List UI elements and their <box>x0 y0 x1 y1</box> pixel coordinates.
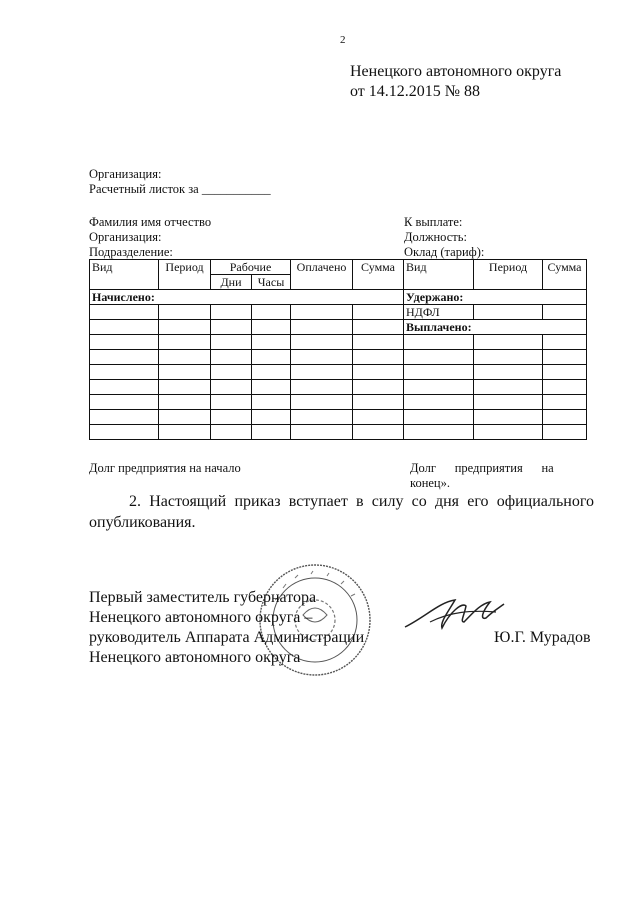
table-row <box>90 410 587 425</box>
ndfl-label: НДФЛ <box>404 305 474 320</box>
col-summa: Сумма <box>353 260 404 290</box>
table-header-row <box>90 260 587 275</box>
field-to-pay: К выплате: <box>404 215 463 229</box>
col-summa-right: Сумма <box>543 260 587 290</box>
field-position: Должность: <box>404 230 467 244</box>
withheld-label: Удержано: <box>404 290 587 305</box>
signature-line-4: Ненецкого автономного округа <box>89 649 301 666</box>
col-period-right: Период <box>474 260 543 290</box>
signature-block <box>89 588 364 668</box>
accrued-label: Начислено: <box>90 290 404 305</box>
col-vid: Вид <box>90 260 159 290</box>
debt-end-label-line1: Долг предприятия на <box>410 461 554 475</box>
table-row <box>90 365 587 380</box>
debt-start-label: Долг предприятия на начало <box>89 461 241 475</box>
debt-end-label-line2: конец». <box>410 476 450 490</box>
col-period: Период <box>159 260 211 290</box>
field-subdivision: Подразделение: <box>89 245 173 259</box>
table-row <box>90 425 587 440</box>
col-vid-right: Вид <box>404 260 474 290</box>
table-row <box>90 335 587 350</box>
page-number: 2 <box>340 34 346 46</box>
order-paragraph <box>89 491 594 533</box>
signatory-name: Ю.Г. Мурадов <box>494 629 591 646</box>
payslip-label: Расчетный листок за ___________ <box>89 182 271 196</box>
table-row <box>90 350 587 365</box>
signature-line-1: Первый заместитель губернатора <box>89 589 317 606</box>
signature-line-3: руководитель Аппарата Администрации <box>89 629 365 646</box>
order-paragraph-text: 2. Настоящий приказ вступает в силу со дня его официального опубликования. <box>89 493 594 531</box>
organization-label: Организация: <box>89 167 162 181</box>
table-row <box>90 395 587 410</box>
field-fio: Фамилия имя отчество <box>89 215 212 229</box>
table-row <box>90 380 587 395</box>
col-chasy: Часы <box>252 275 291 290</box>
col-rabochie: Рабочие <box>211 260 291 275</box>
field-organization: Организация: <box>89 230 162 244</box>
table-row <box>90 290 587 305</box>
col-dni: Дни <box>211 275 252 290</box>
table-row <box>90 320 587 335</box>
payslip-table <box>89 259 587 440</box>
signature-line-2: Ненецкого автономного округа – <box>89 609 313 626</box>
col-oplacheno: Оплачено <box>291 260 353 290</box>
paid-label: Выплачено: <box>404 320 587 335</box>
table-row <box>90 305 587 320</box>
header-line-2: от 14.12.2015 № 88 <box>350 83 481 100</box>
header-line-1: Ненецкого автономного округа <box>350 63 562 80</box>
field-salary: Оклад (тариф): <box>404 245 485 259</box>
